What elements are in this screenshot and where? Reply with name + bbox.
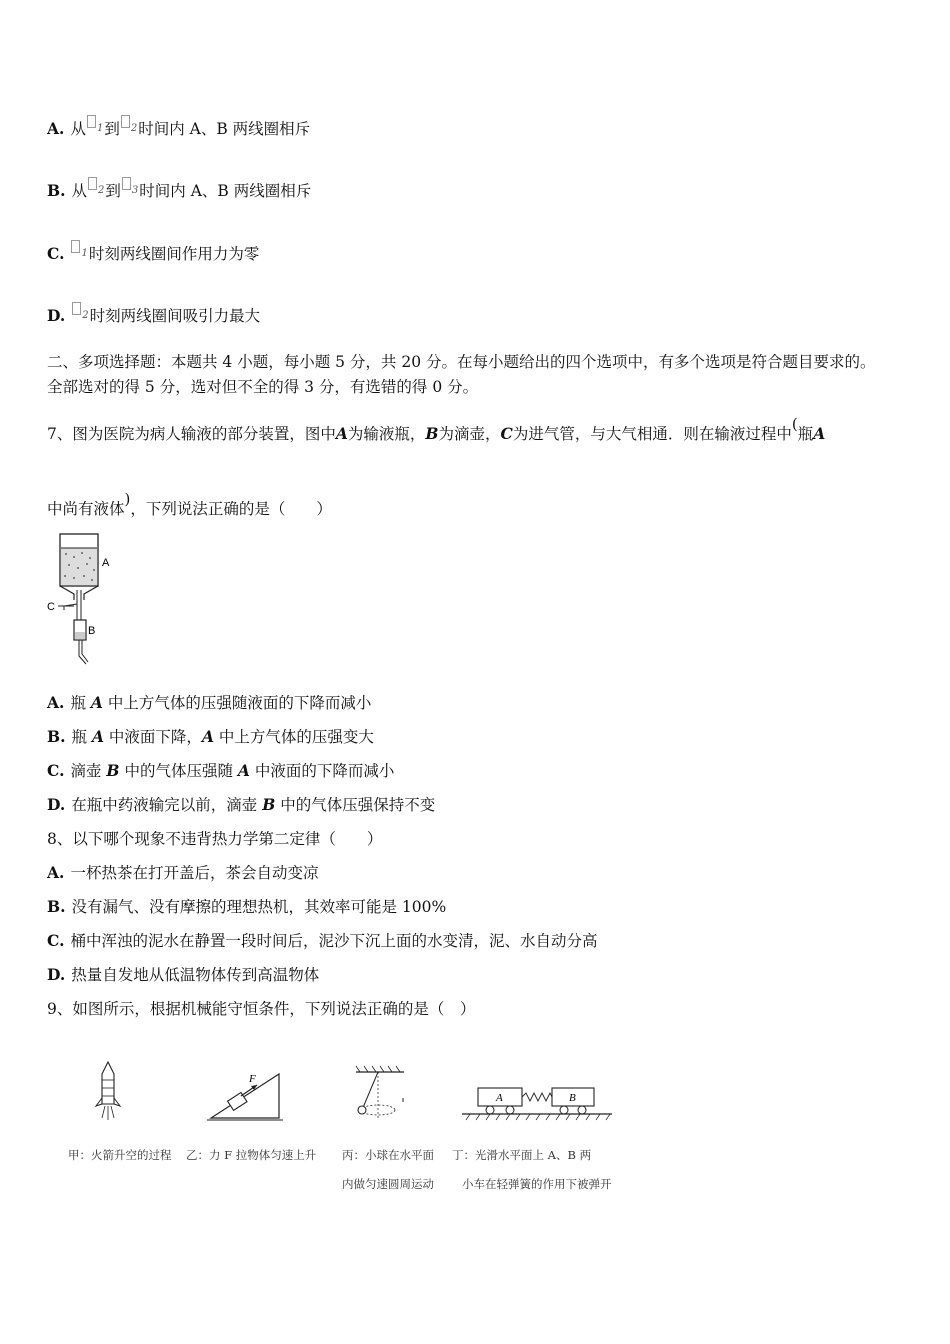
missing-glyph-icon (88, 177, 97, 190)
q7-stem: 7、图为医院为病人输液的部分装置，图中A为输液瓶，B为滴壶，C为进气管，与大气相通．则在输液过程中(瓶A (47, 415, 826, 443)
caption-ding-line1: 丁：光滑水平面上 A、B 两 (452, 1148, 592, 1162)
q6-option-b: B. 从 $^2$到 $^3$时间内 A、B 两线圈相斥 (47, 177, 311, 202)
rocket-figure (90, 1060, 126, 1122)
q6-option-c: C. $^1$时刻两线圈间作用力为零 (47, 240, 259, 265)
missing-glyph-icon (87, 115, 96, 128)
label-a: A (102, 557, 110, 569)
q8-stem: 8、以下哪个现象不违背热力学第二定律（ ） (47, 830, 383, 848)
q8-option-b: B. 没有漏气、没有摩擦的理想热机，其效率可能是 100% (47, 897, 447, 916)
section-2-heading: 二、多项选择题：本题共 4 小题，每小题 5 分，共 20 分。在每小题给出的四个选项中，有多个选项是符合题目要求的。 全部选对的得 5 分，选对但不全的得 3 分，有选错的得 0 分。 (47, 353, 876, 396)
caption-yi: 乙：力 F 拉物体匀速上升 (186, 1148, 317, 1162)
q6-option-a: A. 从 $^1$到 $^2$时间内 A、B 两线圈相斥 (47, 115, 310, 140)
label-cart-b: B (569, 1092, 576, 1104)
q9-stem: 9、如图所示，根据机械能守恒条件，下列说法正确的是（ ） (47, 1000, 476, 1018)
caption-jia: 甲：火箭升空的过程 (68, 1148, 172, 1162)
caption-ding-line2: 小车在轻弹簧的作用下被弹开 (462, 1177, 612, 1191)
q7-stem-line2: 中尚有液体)，下列说法正确的是（ ） (47, 490, 332, 518)
missing-glyph-icon (121, 115, 130, 128)
label-cart-a: A (496, 1092, 503, 1104)
caption-bing-line2: 内做匀速圆周运动 (342, 1177, 434, 1191)
label-b: B (88, 625, 96, 637)
q8-option-c: C. 桶中浑浊的泥水在静置一段时间后，泥沙下沉上面的水变清，泥、水自动分高 (47, 931, 598, 950)
label-c: C (47, 601, 55, 613)
caption-bing-line1: 丙：小球在水平面 (342, 1148, 434, 1162)
q7-option-d: D. 在瓶中药液输完以前，滴壶 B 中的气体压强保持不变 (47, 795, 436, 814)
q7-option-c: C. 滴壶 B 中的气体压强随 A 中液面的下降而减小 (47, 761, 395, 780)
q8-option-d: D. 热量自发地从低温物体传到高温物体 (47, 965, 320, 984)
label-f: F (249, 1073, 256, 1085)
q7-option-a: A. 瓶 A 中上方气体的压强随液面的下降而减小 (47, 693, 372, 712)
missing-glyph-icon (71, 240, 80, 253)
q7-option-b: B. 瓶 A 中液面下降，A 中上方气体的压强变大 (47, 727, 374, 746)
q8-option-a: A. 一杯热茶在打开盖后，茶会自动变凉 (47, 863, 319, 882)
missing-glyph-icon (122, 177, 131, 190)
pendulum-figure (348, 1064, 410, 1126)
q6-option-d: D. $^2$时刻两线圈间吸引力最大 (47, 302, 260, 327)
missing-glyph-icon (72, 302, 81, 315)
carts-figure (460, 1080, 614, 1122)
incline-figure (205, 1066, 285, 1124)
iv-drip-figure (44, 530, 124, 670)
